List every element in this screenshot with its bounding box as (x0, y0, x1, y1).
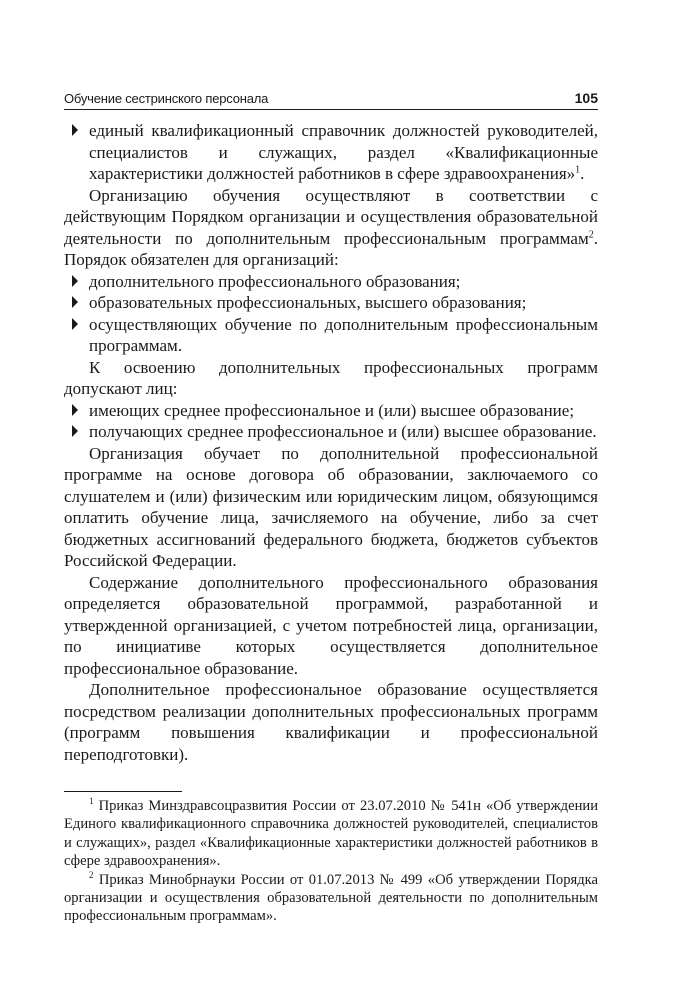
footnotes (64, 797, 598, 926)
footnote-ref[interactable]: 2 (588, 228, 594, 240)
triangle-bullet-icon (72, 425, 78, 437)
list-item: имеющих среднее профессиональное и (или) высшее образование; (64, 400, 598, 422)
footnote: $^1$ Приказ Минздравсоцразвития России от 23.07.2010 № 541н «Об утверждении Единого квалификационного справочника должностей руководителей, специалистов и служащих», раздел «Квалификационные характеристики должностей работников в сфере здравоохранения». (64, 796, 598, 870)
bullet-list-persons (64, 400, 598, 443)
list-item: получающих среднее профессиональное и (или) высшее образование. (64, 421, 598, 443)
footnote-mark: 1 (89, 796, 94, 807)
footnote-mark: 2 (89, 869, 94, 880)
triangle-bullet-icon (72, 124, 78, 136)
triangle-bullet-icon (72, 318, 78, 330)
footnote-ref[interactable]: 1 (575, 164, 581, 176)
page-body (64, 120, 598, 765)
bullet-list-sources (64, 120, 598, 185)
page-number: 105 (574, 90, 598, 106)
list-item: единый квалификационный справочник должностей руководителей, специалистов и служащих, раздел «Квалификационные характеристики должностей работников в сфере здравоохранения»$^1$. (64, 120, 598, 185)
bullet-list-organizations (64, 271, 598, 357)
footnote-divider (64, 791, 182, 792)
triangle-bullet-icon (72, 296, 78, 308)
paragraph: К освоению дополнительных профессиональных программ допускают лиц: (64, 357, 598, 398)
page-header (64, 90, 598, 110)
list-item: образовательных профессиональных, высшего образования; (64, 292, 598, 314)
footnote: $^2$ Приказ Минобрнауки России от 01.07.2013 № 499 «Об утверждении Порядка организации и осуществления образовательной деятельности по дополнительным профессиональным программам». (64, 869, 598, 925)
book-page (64, 90, 598, 926)
list-item: дополнительного профессионального образования; (64, 271, 598, 293)
paragraph: Организацию обучения осуществляют в соответствии с действующим Порядком организации и осуществления образовательной деятельности по дополнительным профессиональным программам$^2$. Порядок обязателен для организаций: (64, 185, 598, 269)
paragraph: Дополнительное профессиональное образование осуществляется посредством реализации дополнительных профессиональных программ (программ повышения квалификации и профессиональной переподготовки). (64, 680, 598, 764)
paragraph: Содержание дополнительного профессионального образования определяется образовательной программой, разработанной и утвержденной организацией, с учетом потребностей лица, организации, по инициативе которых осуществляется дополнительное профессиональное образование. (64, 572, 598, 678)
paragraph: Организация обучает по дополнительной профессиональной программе на основе договора об образовании, заключаемого со слушателем и (или) физическим или юридическим лицом, обязующимся оплатить обучение лица, зачисляемого на обучение, либо за счет бюджетных ассигнований федерального бюджета, бюджетов субъектов Российской Федерации. (64, 443, 598, 570)
triangle-bullet-icon (72, 275, 78, 287)
list-item: осуществляющих обучение по дополнительным профессиональным программам. (64, 314, 598, 357)
running-head: Обучение сестринского персонала (64, 91, 269, 106)
triangle-bullet-icon (72, 404, 78, 416)
